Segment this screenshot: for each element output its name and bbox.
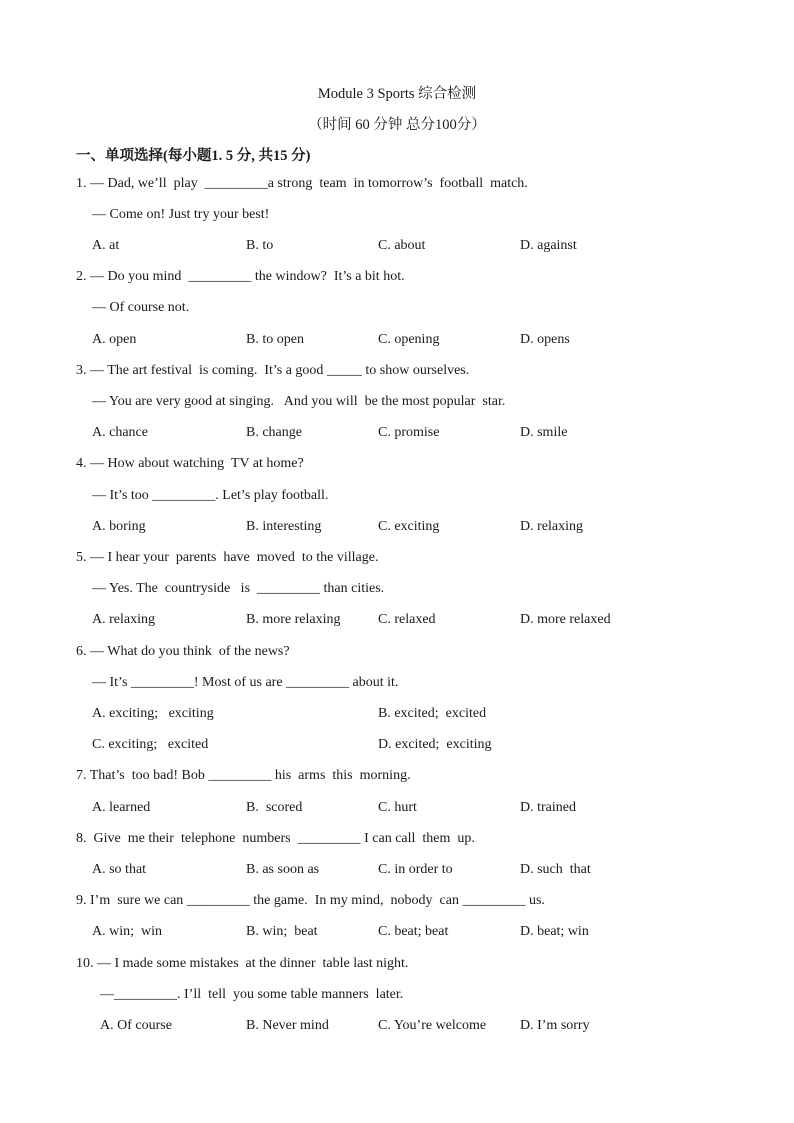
- option-d: D. I’m sorry: [520, 1018, 590, 1033]
- option-c: C. exciting; excited: [92, 737, 209, 752]
- option-c: C. beat; beat: [378, 924, 449, 939]
- question-stem: 7. That’s too bad! Bob _________ his arms this morning.: [76, 768, 411, 783]
- option-b: B. to: [246, 238, 274, 253]
- option-a: A. win; win: [92, 924, 162, 939]
- question-stem: 9. I’m sure we can _________ the game. In my mind, nobody can _________ us.: [76, 893, 545, 908]
- page-title: Module 3 Sports 综合检测: [317, 86, 477, 102]
- option-b: B. more relaxing: [246, 612, 341, 627]
- question-stem: 5. — I hear your parents have moved to the village.: [76, 550, 379, 565]
- option-a: A. chance: [92, 425, 148, 440]
- option-a: A. exciting; exciting: [92, 706, 214, 721]
- option-b: B. excited; excited: [378, 706, 487, 721]
- option-c: C. hurt: [378, 800, 417, 815]
- option-d: D. relaxing: [520, 519, 583, 534]
- question-reply: — Come on! Just try your best!: [92, 207, 270, 222]
- question-stem: 1. — Dad, we’ll play _________a strong team in tomorrow’s football match.: [76, 176, 528, 191]
- option-d: D. such that: [520, 862, 591, 877]
- option-b: B. win; beat: [246, 924, 318, 939]
- question-stem: 4. — How about watching TV at home?: [76, 456, 304, 471]
- option-c: C. promise: [378, 425, 440, 440]
- option-d: D. trained: [520, 800, 576, 815]
- option-b: B. change: [246, 425, 302, 440]
- question-stem: 2. — Do you mind _________ the window? It’s a bit hot.: [76, 269, 405, 284]
- question-stem: 3. — The art festival is coming. It’s a good _____ to show ourselves.: [76, 363, 470, 378]
- option-c: C. in order to: [378, 862, 453, 877]
- option-b: B. scored: [246, 800, 303, 815]
- option-a: A. relaxing: [92, 612, 155, 627]
- option-d: D. more relaxed: [520, 612, 611, 627]
- question-reply: — It’s _________! Most of us are _________ about it.: [92, 675, 399, 690]
- option-a: A. boring: [92, 519, 146, 534]
- question-reply: —_________. I’ll tell you some table manners later.: [100, 987, 404, 1002]
- option-a: A. so that: [92, 862, 147, 877]
- question-stem: 6. — What do you think of the news?: [76, 644, 290, 659]
- option-a: A. open: [92, 332, 137, 347]
- option-d: D. smile: [520, 425, 568, 440]
- question-reply: — Of course not.: [92, 300, 190, 315]
- section-heading: 一、单项选择(每小题1. 5 分, 共15 分): [76, 148, 311, 164]
- option-c: C. exciting: [378, 519, 440, 534]
- option-a: A. at: [92, 238, 120, 253]
- option-c: C. relaxed: [378, 612, 436, 627]
- question-reply: — It’s too _________. Let’s play football.: [92, 488, 329, 503]
- option-b: B. as soon as: [246, 862, 320, 877]
- option-a: A. learned: [92, 800, 151, 815]
- option-d: D. excited; exciting: [378, 737, 492, 752]
- question-stem: 8. Give me their telephone numbers _________ I can call them up.: [76, 831, 475, 846]
- option-b: B. Never mind: [246, 1018, 329, 1033]
- option-d: D. against: [520, 238, 577, 253]
- option-c: C. opening: [378, 332, 440, 347]
- option-b: B. interesting: [246, 519, 322, 534]
- option-d: D. opens: [520, 332, 570, 347]
- option-c: C. about: [378, 238, 426, 253]
- question-reply: — Yes. The countryside is _________ than cities.: [92, 581, 385, 596]
- option-d: D. beat; win: [520, 924, 589, 939]
- question-reply: — You are very good at singing. And you will be the most popular star.: [92, 394, 506, 409]
- page-subtitle: （时间 60 分钟 总分100分）: [308, 117, 486, 133]
- option-c: C. You’re welcome: [378, 1018, 487, 1033]
- option-a: A. Of course: [100, 1018, 172, 1033]
- option-b: B. to open: [246, 332, 304, 347]
- question-stem: 10. — I made some mistakes at the dinner table last night.: [76, 956, 409, 971]
